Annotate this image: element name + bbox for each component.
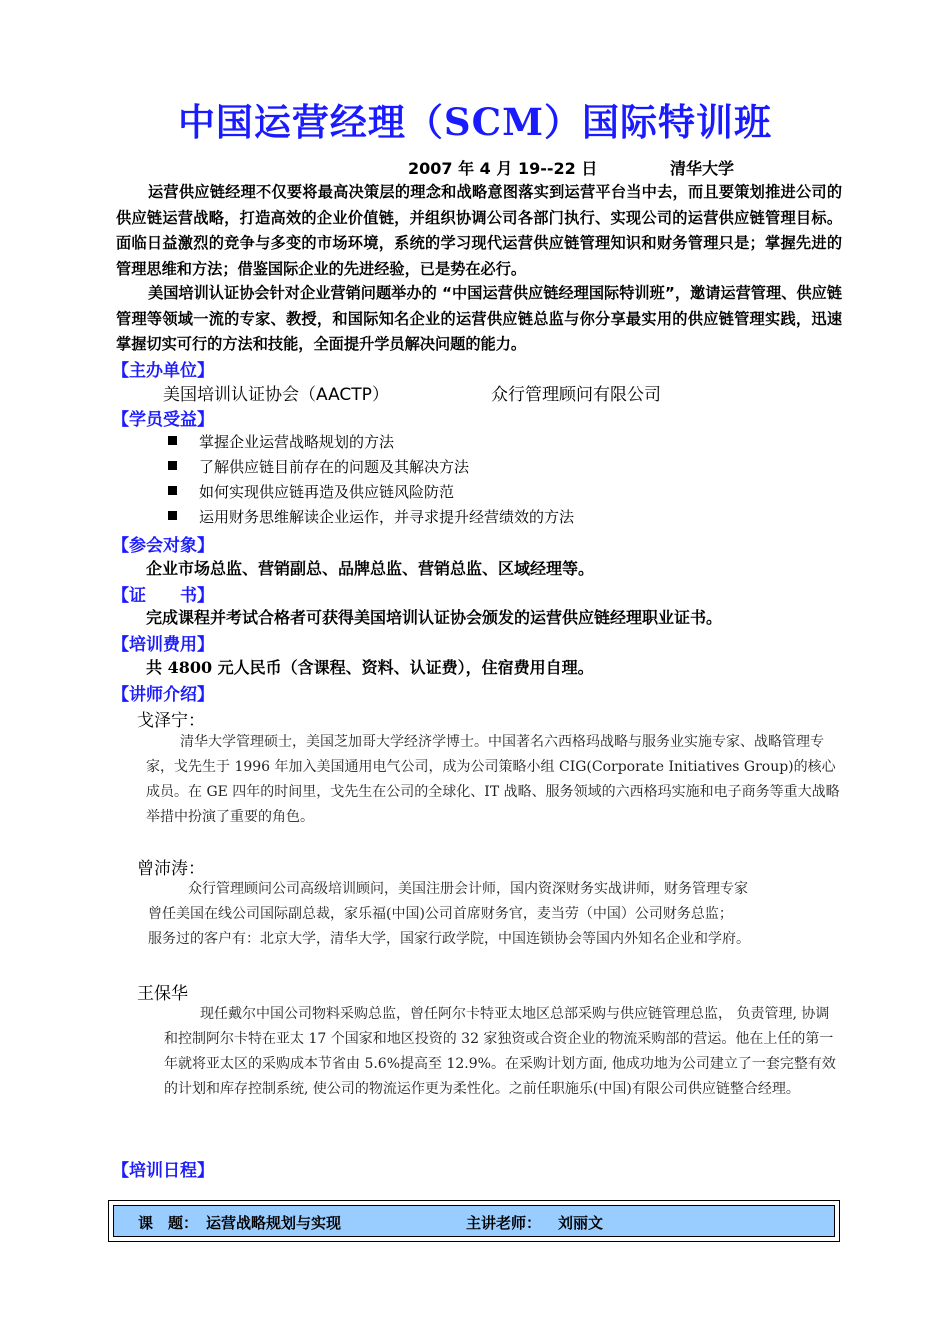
trainer-2-bio-line: 曾任美国在线公司国际副总裁，家乐福(中国)公司首席财务官，麦当劳（中国）公司财务总监； (148, 906, 733, 922)
schedule-table (108, 1200, 840, 1242)
certificate-heading: 【证 书】 (112, 586, 214, 606)
bullet-square-icon (168, 436, 177, 445)
benefit-item: 如何实现供应链再造及供应链风险防范 (168, 481, 454, 502)
fee-text: 共 4800 元人民币（含课程、资料、认证费），住宿费用自理。 (146, 658, 594, 677)
certificate-text: 完成课程并考试合格者可获得美国培训认证协会颁发的运营供应链经理职业证书。 (146, 608, 723, 627)
benefit-item: 了解供应链目前存在的问题及其解决方法 (168, 456, 469, 477)
organizer-2: 众行管理顾问有限公司 (491, 385, 661, 405)
fee-heading: 【培训费用】 (112, 635, 214, 655)
bullet-square-icon (168, 511, 177, 520)
trainer-1-name: 戈泽宁： (137, 711, 205, 731)
bullet-square-icon (168, 486, 177, 495)
trainers-heading: 【讲师介绍】 (112, 685, 214, 705)
intro-paragraph-2: 美国培训认证协会针对企业营销问题举办的 “中国运营供应链经理国际特训班”，邀请运营管理、供应链管理等领域一流的专家、教授，和国际知名企业的运营供应链总监与你分享最实用的供应链管理实践，迅速掌握切实可行的方法和技能，全面提升学员解决问题的能力。 (116, 284, 842, 353)
trainer-3-name: 王保华 (137, 984, 188, 1004)
organizer-1: 美国培训认证协会（AACTP） (163, 385, 389, 405)
schedule-heading: 【培训日程】 (112, 1161, 214, 1181)
bullet-square-icon (168, 461, 177, 470)
topic-value: 运营战略规划与实现 (206, 1214, 342, 1232)
benefit-item: 掌握企业运营战略规划的方法 (168, 431, 394, 452)
organizers-heading: 【主办单位】 (112, 361, 214, 381)
trainer-2-name: 曾沛涛： (137, 859, 205, 879)
schedule-row (113, 1205, 835, 1237)
benefit-item: 运用财务思维解读企业运作，并寻求提升经营绩效的方法 (168, 506, 574, 527)
intro-paragraph-1: 运营供应链经理不仅要将最高决策层的理念和战略意图落实到运营平台当中去，而且要策划推进公司的供应链运营战略，打造高效的企业价值链，并组织协调公司各部门执行、实现公司的运营供应链管理目标。面临日益激烈的竞争与多变的市场环境，系统的学习现代运营供应链管理知识和财务管理只是；掌握先进的管理思维和方法；借鉴国际企业的先进经验，已是势在必行。 (116, 183, 842, 278)
benefits-heading: 【学员受益】 (112, 410, 214, 430)
trainer-1-bio: 清华大学管理硕士，美国芝加哥大学经济学博士。中国著名六西格玛战略与服务业实施专家、战略管理专家，戈先生于 1996 年加入美国通用电气公司，成为公司策略小组 CIG(Corporate Initiatives Group)的核心成员。在 GE 四年的时间里，戈先生在公司的全球化、IT 战略、服务领域的六西格玛实施和电子商务等重大战略举措中扮演了重要的角色。 (146, 734, 840, 825)
course-location: 清华大学 (670, 159, 735, 178)
trainer-2-bio-line: 服务过的客户有：北京大学，清华大学，国家行政学院，中国连锁协会等国内外知名企业和学府。 (148, 931, 750, 947)
teacher-label: 主讲老师： (466, 1214, 542, 1232)
page-title: 中国运营经理（SCM）国际特训班 (177, 100, 773, 144)
trainer-3-bio: 现任戴尔中国公司物料采购总监，曾任阿尔卡特亚太地区总部采购与供应链管理总监， 负责管理, 协调和控制阿尔卡特在亚太 17 个国家和地区投资的 32 家独资或合资企业的物流采购部的营运。他在上任的第一年就将亚太区的采购成本节省由 5.6%提高至 12.9%。在采购计划方面, 他成功地为公司建立了一套完整有效的计划和库存控制系统, 使公司的物流运作更为柔性化。之前任职施乐(中国)有限公司供应链整合经理。 (164, 1006, 836, 1097)
teacher-value: 刘丽文 (558, 1214, 604, 1232)
course-date: 2007 年 4 月 19--22 日 (408, 159, 598, 178)
trainer-2-bio-line: 众行管理顾问公司高级培训顾问，美国注册会计师，国内资深财务实战讲师，财务管理专家 (188, 881, 748, 897)
audience-text: 企业市场总监、营销副总、品牌总监、营销总监、区域经理等。 (146, 559, 595, 578)
audience-heading: 【参会对象】 (112, 536, 214, 556)
topic-label: 课 题： (138, 1214, 199, 1232)
